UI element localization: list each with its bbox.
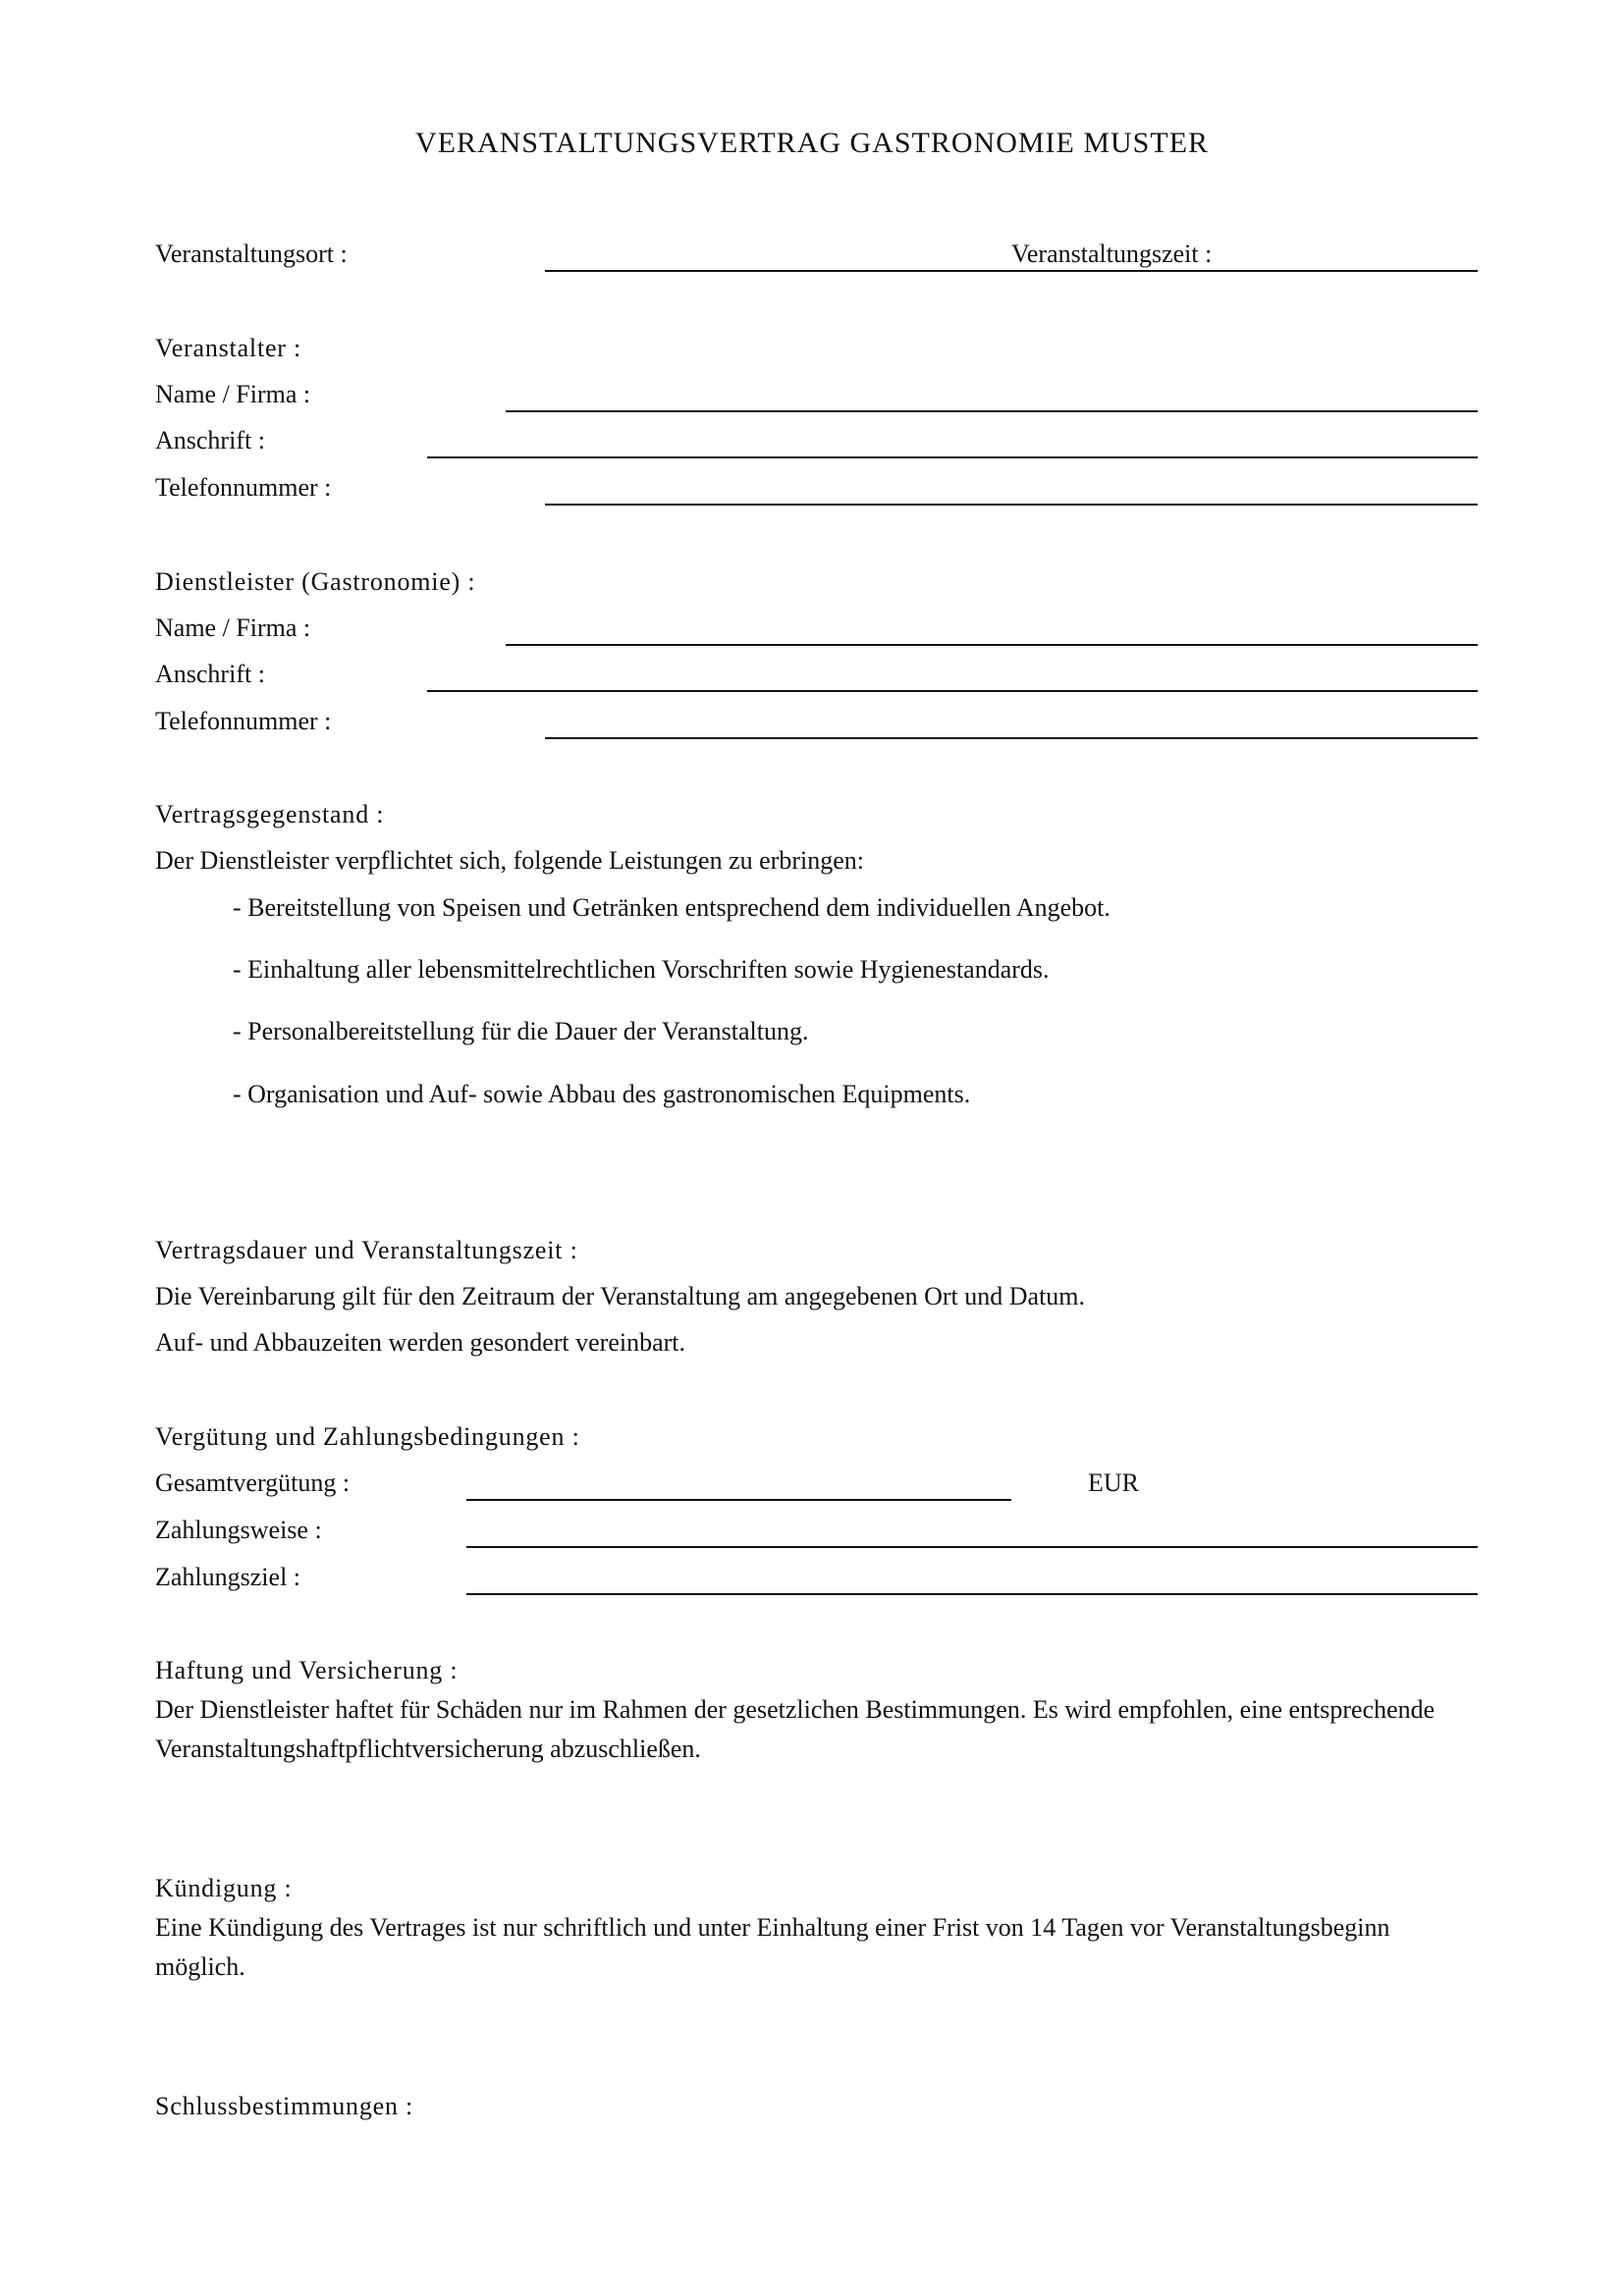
- venue-field[interactable]: [545, 270, 1478, 272]
- payment-method-field[interactable]: [466, 1546, 1478, 1548]
- subject-item: - Personalbereitstellung für die Dauer der Veranstaltung.: [233, 1017, 809, 1045]
- provider-phone-field[interactable]: [545, 737, 1478, 739]
- provider-phone-label: Telefonnummer :: [155, 707, 332, 735]
- organizer-address-label: Anschrift :: [155, 426, 265, 454]
- subject-item: - Bereitstellung von Speisen und Getränken entsprechend dem individuellen Angebot.: [233, 893, 1110, 922]
- subject-heading: Vertragsgegenstand :: [155, 800, 385, 828]
- provider-heading: Dienstleister (Gastronomie) :: [155, 567, 476, 596]
- payment-due-label: Zahlungsziel :: [155, 1563, 301, 1591]
- organizer-name-label: Name / Firma :: [155, 380, 311, 408]
- final-provisions-heading: Schlussbestimmungen :: [155, 2092, 414, 2120]
- venue-label: Veranstaltungsort :: [155, 240, 348, 268]
- duration-text-1: Die Vereinbarung gilt für den Zeitraum der Veranstaltung am angegebenen Ort und Datum.: [155, 1282, 1086, 1310]
- payment-total-field[interactable]: [466, 1499, 1011, 1501]
- termination-heading: Kündigung :: [155, 1874, 293, 1902]
- organizer-heading: Veranstalter :: [155, 334, 302, 362]
- event-time-label: Veranstaltungszeit :: [1011, 240, 1213, 268]
- duration-heading: Vertragsdauer und Veranstaltungszeit :: [155, 1236, 578, 1264]
- provider-name-field[interactable]: [506, 644, 1478, 646]
- liability-text: Der Dienstleister haftet für Schäden nur im Rahmen der gesetzlichen Bestimmungen. Es wird empfohlen, eine entsprechende Veranstaltungshaftpflichtversicherung abzuschließen.: [155, 1695, 1435, 1763]
- document-title: VERANSTALTUNGSVERTRAG GASTRONOMIE MUSTER: [414, 127, 1210, 159]
- liability-heading: Haftung und Versicherung :: [155, 1656, 459, 1684]
- subject-item: - Einhaltung aller lebensmittelrechtlichen Vorschriften sowie Hygienestandards.: [233, 955, 1050, 984]
- payment-due-field[interactable]: [466, 1593, 1478, 1595]
- subject-intro: Der Dienstleister verpflichtet sich, folgende Leistungen zu erbringen:: [155, 846, 864, 875]
- termination-text: Eine Kündigung des Vertrages ist nur schriftlich und unter Einhaltung einer Frist von 14 Tagen vor Veranstaltungsbeginn möglich.: [155, 1913, 1390, 1981]
- organizer-name-field[interactable]: [506, 410, 1478, 412]
- organizer-address-field[interactable]: [427, 456, 1478, 458]
- organizer-phone-field[interactable]: [545, 504, 1478, 506]
- payment-heading: Vergütung und Zahlungsbedingungen :: [155, 1422, 580, 1451]
- payment-currency: EUR: [1088, 1468, 1139, 1497]
- provider-address-label: Anschrift :: [155, 660, 265, 688]
- payment-method-label: Zahlungsweise :: [155, 1516, 322, 1544]
- subject-item: - Organisation und Auf- sowie Abbau des gastronomischen Equipments.: [233, 1080, 971, 1108]
- payment-total-label: Gesamtvergütung :: [155, 1468, 351, 1497]
- provider-address-field[interactable]: [427, 690, 1478, 692]
- duration-text-2: Auf- und Abbauzeiten werden gesondert vereinbart.: [155, 1328, 686, 1357]
- organizer-phone-label: Telefonnummer :: [155, 473, 332, 502]
- provider-name-label: Name / Firma :: [155, 614, 311, 642]
